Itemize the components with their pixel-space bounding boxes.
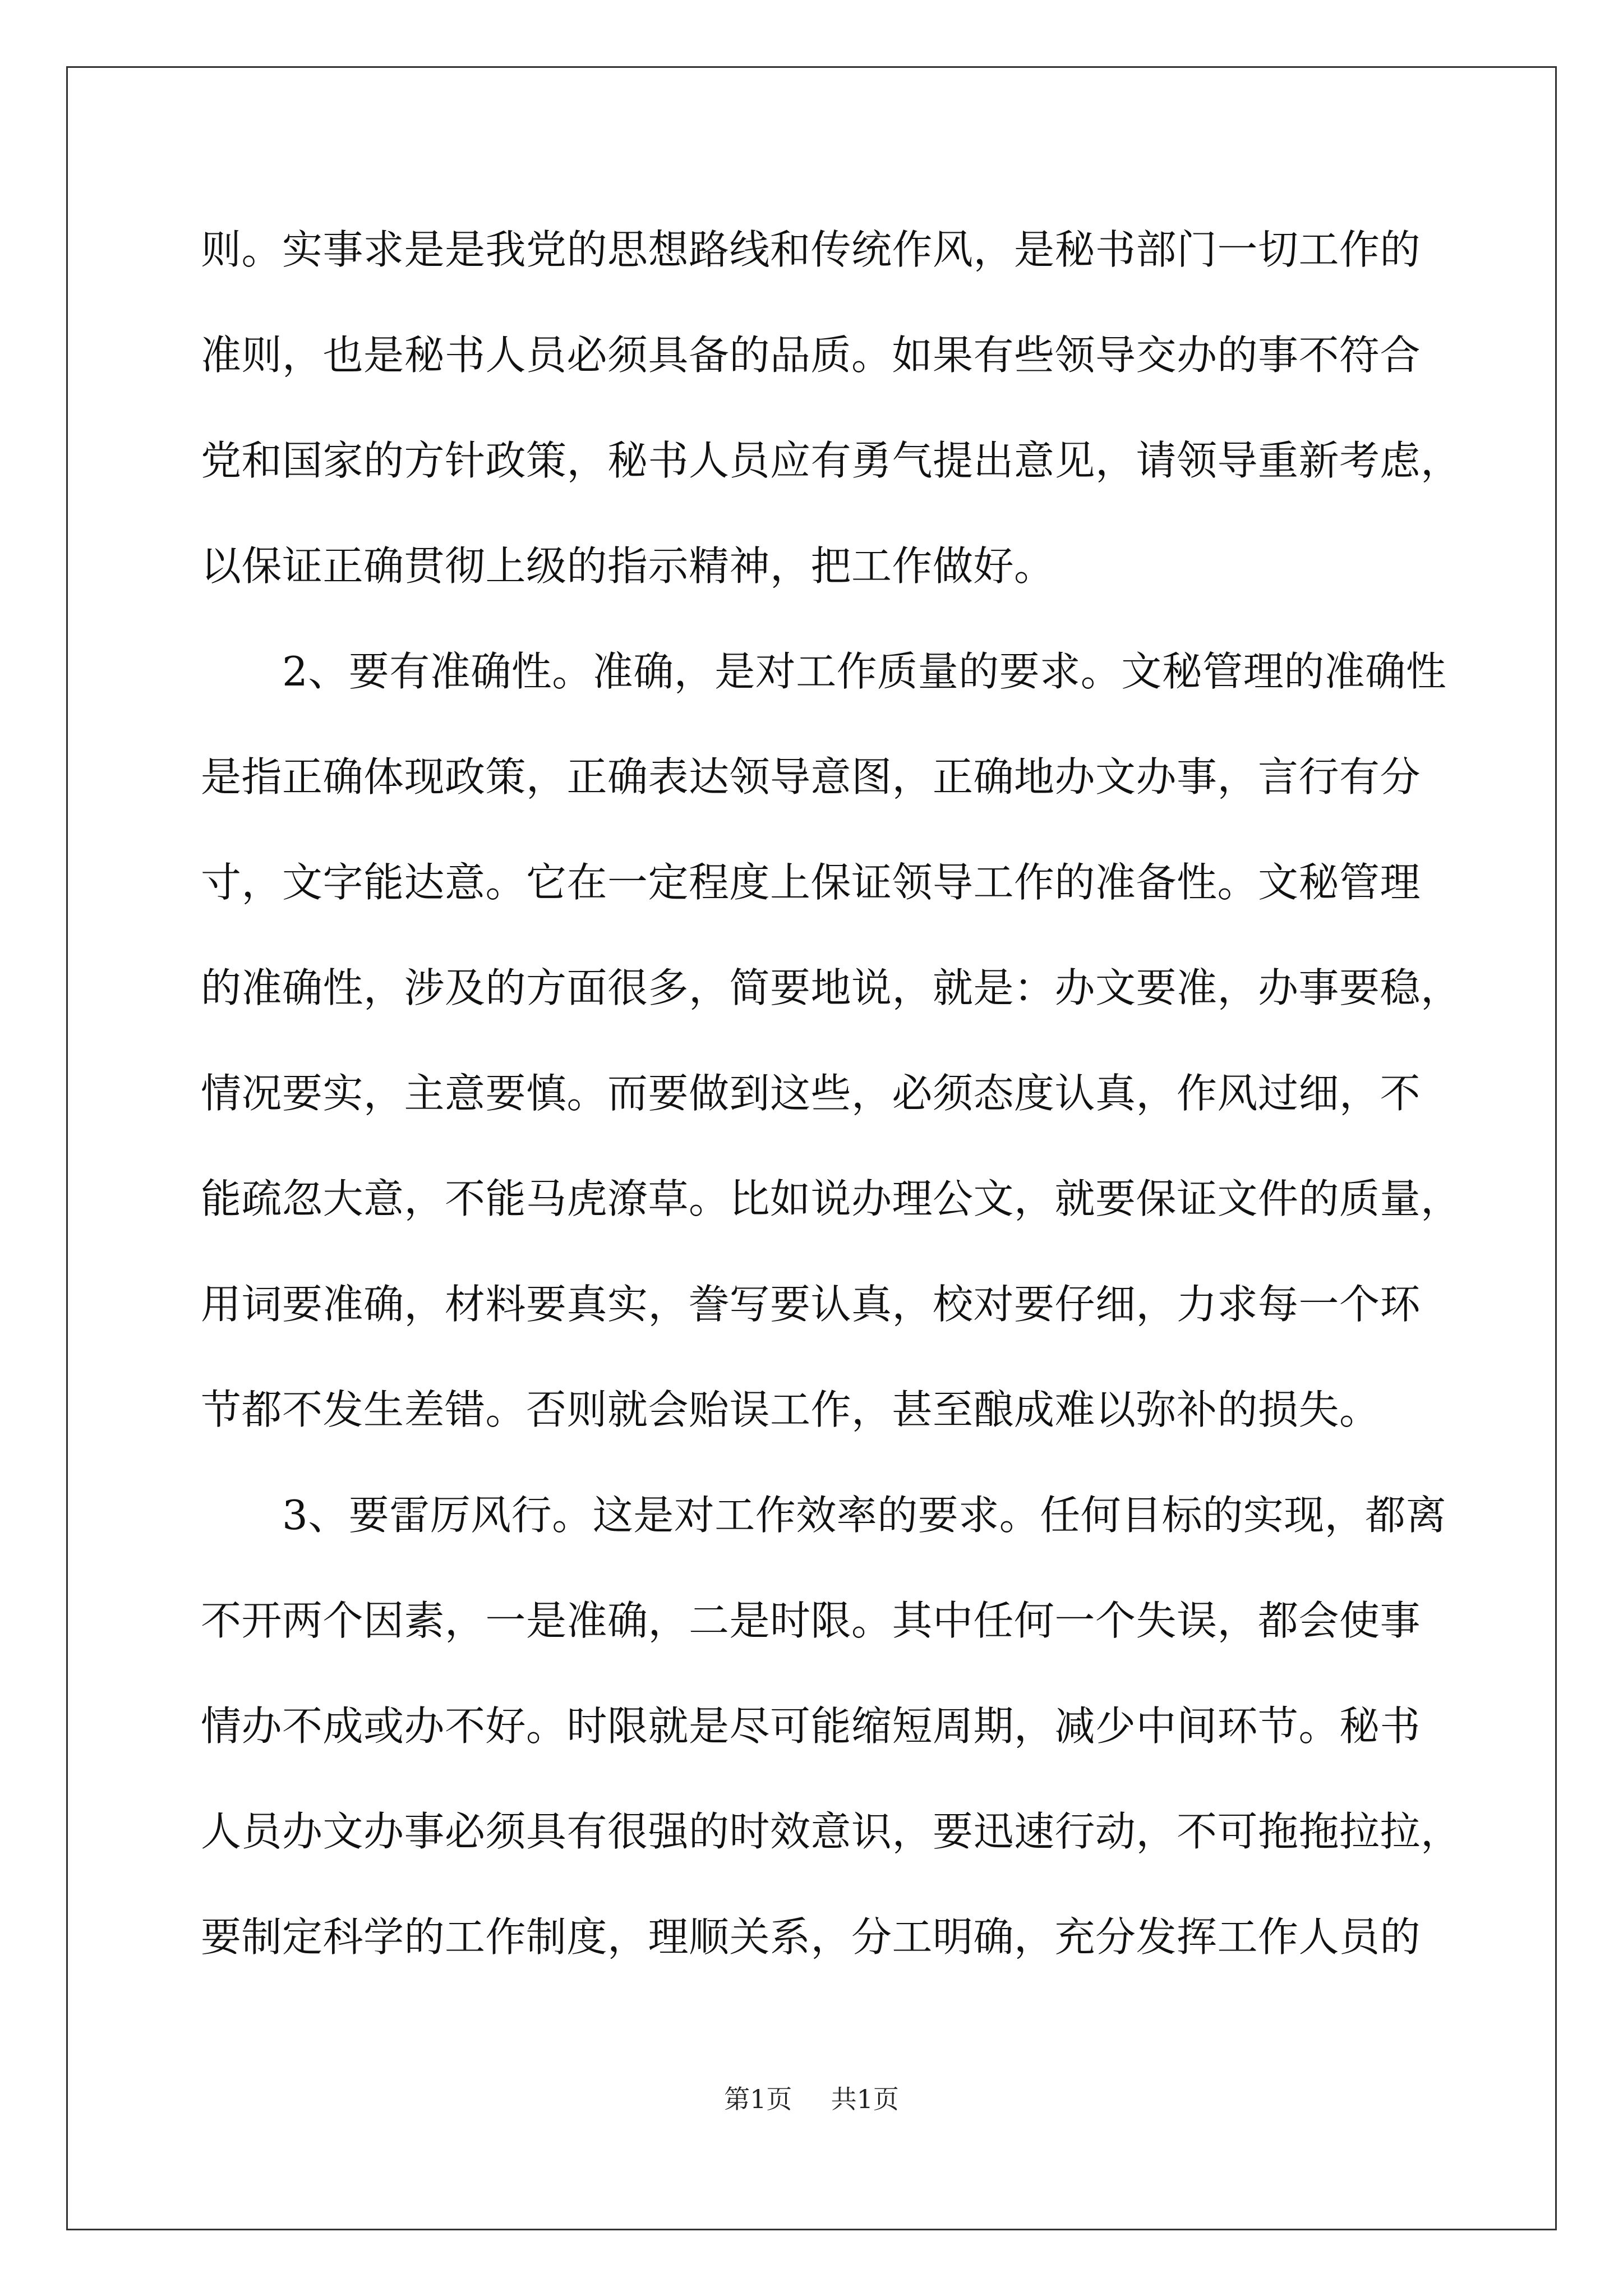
text-line: 则。实事求是是我党的思想路线和传统作风，是秘书部门一切工作的 xyxy=(201,226,1421,273)
text-line: 党和国家的方针政策，秘书人员应有勇气提出意见，请领导重新考虑， xyxy=(201,437,1461,484)
page-number-total: 共1页 xyxy=(831,2084,899,2114)
text-line: 2、要有准确性。准确，是对工作质量的要求。文秘管理的准确性 xyxy=(201,648,1447,695)
document-body xyxy=(201,213,1463,2006)
page-footer xyxy=(0,2082,1623,2116)
text-line: 是指正确体现政策，正确表达领导意图，正确地办文办事，言行有分 xyxy=(201,753,1421,800)
text-line: 3、要雷厉风行。这是对工作效率的要求。任何目标的实现，都离 xyxy=(201,1492,1447,1539)
text-line: 能疏忽大意，不能马虎潦草。比如说办理公文，就要保证文件的质量， xyxy=(201,1175,1461,1222)
text-line: 情况要实，主意要慎。而要做到这些，必须态度认真，作风过细，不 xyxy=(201,1070,1421,1117)
text-line: 节都不发生差错。否则就会贻误工作，甚至酿成难以弥补的损失。 xyxy=(201,1386,1380,1433)
text-line: 不开两个因素，一是准确，二是时限。其中任何一个失误，都会使事 xyxy=(201,1597,1421,1644)
text-line: 用词要准确，材料要真实，誊写要认真，校对要仔细，力求每一个环 xyxy=(201,1281,1421,1328)
text-line: 的准确性，涉及的方面很多，简要地说，就是：办文要准，办事要稳， xyxy=(201,964,1461,1011)
text-line: 人员办文办事必须具有很强的时效意识，要迅速行动，不可拖拖拉拉， xyxy=(201,1808,1461,1855)
text-line: 情办不成或办不好。时限就是尽可能缩短周期，减少中间环节。秘书 xyxy=(201,1703,1421,1750)
text-line: 以保证正确贯彻上级的指示精神，把工作做好。 xyxy=(201,542,1055,590)
page-number-current: 第1页 xyxy=(724,2084,792,2114)
text-line: 要制定科学的工作制度，理顺关系，分工明确，充分发挥工作人员的 xyxy=(201,1913,1421,1961)
text-line: 准则，也是秘书人员必须具备的品质。如果有些领导交办的事不符合 xyxy=(201,332,1421,379)
text-line: 寸，文字能达意。它在一定程度上保证领导工作的准备性。文秘管理 xyxy=(201,859,1421,906)
